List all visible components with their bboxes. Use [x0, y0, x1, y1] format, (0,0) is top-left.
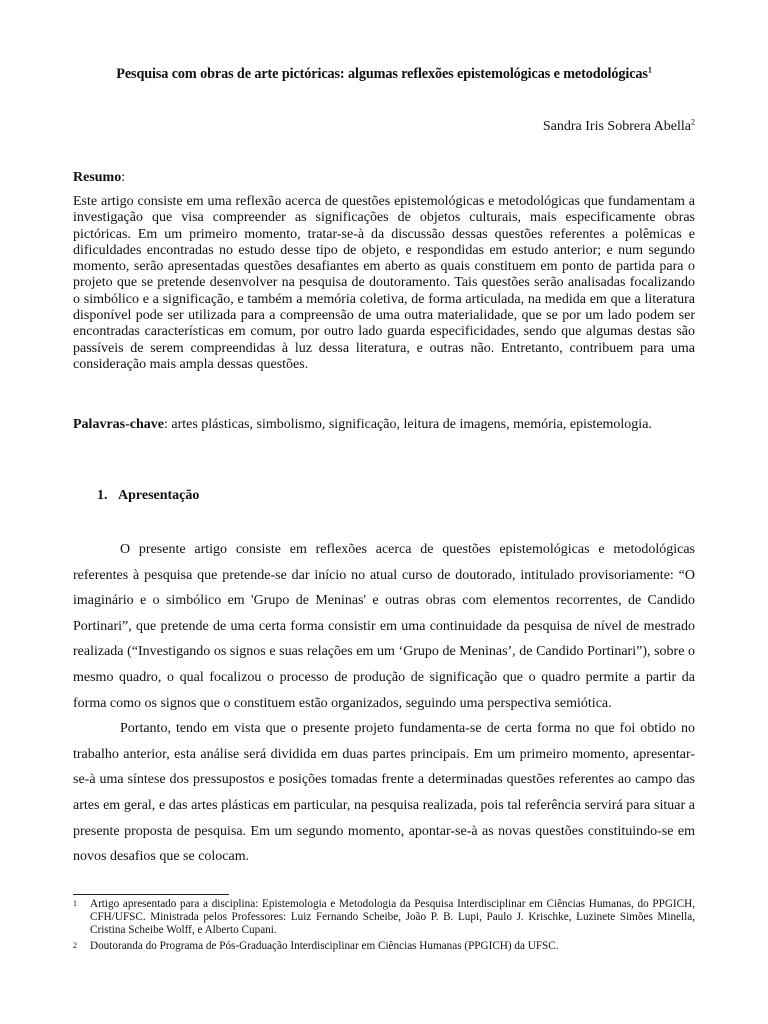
- author-name: Sandra Iris Sobrera Abella: [542, 119, 691, 134]
- footnote: [73, 940, 695, 953]
- footnote: [73, 898, 695, 937]
- body-text: [73, 537, 695, 870]
- title-footnote-ref: 1: [647, 65, 652, 75]
- document-title: [73, 66, 695, 83]
- paragraph: O presente artigo consiste em reflexões acerca de questões epistemológicas e metodológicas referentes à pesquisa que pretende-se dar início no atual curso de doutorado, intitulado provisoriamente: “O imaginário e o simbólico em 'Grupo de Meninas' e outras obras com elementos recorrentes, de Candido Portinari”, que pretende de uma certa forma consistir em uma continuidade da pesquisa de nível de mestrado realizada (“Investigando os signos e suas relações em um ‘Grupo de Meninas’, de Candido Portinari”), sobre o mesmo quadro, o qual focalizou o processo de produção de significação que o quadro permite a partir da forma como os signos que o constituem estão organizados, seguindo uma perspectiva semiótica.: [73, 542, 695, 711]
- keywords-text: : artes plásticas, simbolismo, significação, leitura de imagens, memória, epistemologia.: [163, 417, 652, 432]
- abstract-text: Este artigo consiste em uma reflexão acerca de questões epistemológicas e metodológicas que fundamentam a investigação que visa compreender as significações de objetos culturais, mais especificamente obras pictóricas. Em um primeiro momento, tratar-se-à da discussão dessas questões referentes a polêmicas e dificuldades encontradas no estudo desse tipo de objeto, e respondidas em estudo anterior; e num segundo momento, serão apresentadas questões desafiantes em aberto as quais constituem em ponto de partida para o projeto que se pretende desenvolver na pesquisa de doutoramento. Tais questões serão analisadas focalizando o simbólico e a significação, e também a memória coletiva, de forma articulada, na medida em que a literatura disponível pode ser utilizada para a compreensão de uma outra materialidade, que se por um lado podem ser encontradas características em comum, por outro lado guarda especificidades, sendo que algumas destas são passíveis de serem compreendidas à luz dessa literatura, e outras não. Entretanto, contribuem para uma consideração mais ampla dessas questões.: [73, 194, 695, 372]
- keywords: [73, 412, 695, 438]
- author-footnote-ref: 2: [691, 117, 695, 127]
- footnote-text: Doutoranda do Programa de Pós-Graduação Interdisciplinar em Ciências Humanas (PPGICH) da UFSC.: [90, 940, 559, 952]
- footnote-text: Artigo apresentado para a disciplina: Epistemologia e Metodologia da Pesquisa Interdisciplinar em Ciências Humanas, do PPGICH, CFH/UFSC. Ministrada pelos Professores: Luiz Fernando Scheibe, João P. B. Lupi, Paulo J. Krischke, Luzinete Simões Minella, Cristina Scheibe Wolff, e Alberto Cupani.: [90, 898, 695, 936]
- paragraph: Portanto, tendo em vista que o presente projeto fundamenta-se de certa forma no que foi obtido no trabalho anterior, esta análise será dividida em duas partes principais. Em um primeiro momento, apresentar-se-à uma síntese dos pressupostos e posições tomadas frente a determinadas questões referentes ao campo das artes em geral, e das artes plásticas em particular, na pesquisa realizada, pois tal referência servirá para situar a presente proposta de pesquisa. Em um segundo momento, apontar-se-à as novas questões constituindo-se em novos desafios que se colocam.: [73, 721, 695, 865]
- footnote-mark: 2: [73, 941, 77, 950]
- section-heading: [97, 488, 199, 504]
- title-text: Pesquisa com obras de arte pictóricas: algumas reflexões epistemológicas e metodológicas: [116, 66, 648, 82]
- section-title: Apresentação: [118, 488, 200, 503]
- footnote-mark: 1: [73, 899, 77, 908]
- abstract-heading-colon: :: [121, 170, 126, 185]
- abstract-heading: [73, 170, 125, 186]
- footnotes: [73, 898, 695, 956]
- author-line: [543, 119, 695, 135]
- section-number: 1.: [97, 488, 108, 503]
- footnote-separator: [73, 894, 229, 895]
- keywords-label: Palavras-chave: [73, 417, 164, 432]
- abstract-heading-label: Resumo: [73, 170, 122, 185]
